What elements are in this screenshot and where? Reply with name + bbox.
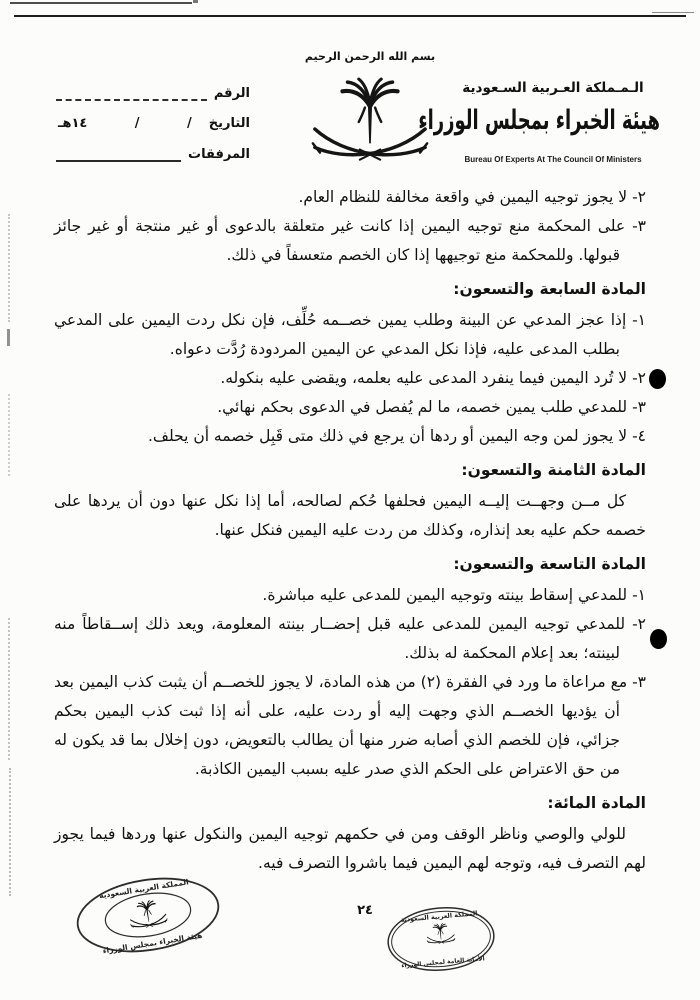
- list-item: [54, 183, 646, 212]
- bismillah-calligraphy: بسم الله الرحمن الرحيم: [304, 50, 436, 63]
- attachments-label: المرفقات: [188, 147, 250, 162]
- saudi-emblem-icon: [426, 923, 456, 945]
- date-value: [56, 116, 202, 131]
- margin-ink-dot: [649, 369, 666, 389]
- attachments-blank-line: [56, 146, 181, 162]
- item-text: لا يجوز لمن وجه اليمين أو ردها أن يرجع في ذلك متى قَبِل خصمه أن يحلف.: [147, 427, 628, 445]
- date-year: ١٤هـ: [58, 116, 88, 131]
- stamp-top-text: المملكة العربية السعودية: [400, 909, 478, 924]
- stamp-bottom-text: الأمانة العامة لمجلس الوزراء: [401, 955, 485, 970]
- date-slash: /: [186, 116, 192, 131]
- list-item: [54, 306, 646, 364]
- scan-artifact: [8, 618, 10, 760]
- item-number: ٤-: [632, 427, 646, 445]
- article-heading: المادة المائة:: [547, 794, 646, 812]
- item-text: للمدعي طلب يمين خصمه، ما لم يُفصل في الدعوى بحكم نهائي.: [217, 398, 628, 416]
- item-text: على المحكمة منع توجيه اليمين إذا كانت غير متعلقة بالدعوى أو غير منتجة أو غير جائز قبولها. وللمحكمة منع توجيهها إذا كان الخصم متعسفاً في ذلك.: [54, 217, 626, 264]
- article-heading: المادة السابعة والتسعون:: [453, 280, 646, 298]
- scan-artifact: [7, 329, 10, 346]
- item-text: لا تُرد اليمين فيما ينفرد المدعى عليه بعلمه، ويقضى عليه بنكوله.: [220, 369, 628, 387]
- agency-title-english: Bureau Of Experts At The Council Of Ministers: [464, 155, 642, 164]
- margin-ink-dot: [650, 629, 667, 649]
- number-blank-line: [56, 85, 207, 101]
- number-field-row: [56, 85, 250, 101]
- general-secretariat-stamp: [383, 901, 498, 976]
- article-heading: المادة التاسعة والتسعون:: [453, 555, 646, 573]
- item-text: مع مراعاة ما ورد في الفقرة (٢) من هذه المادة، لا يجوز للخصــم أن يثبت كذب اليمين بعد أن يؤديها الخصــم الذي وجهت إليه أو ردت عليه، على أنه إذا ثبت كذب اليمين بحكم جزائي، فإن للخصم الذي أصابه ضرر منها أن يطالب بالتعويض، دون إخلال بما قد يكون له من حق الاعتراض على الحكم الذي صدر عليه بسبب اليمين الكاذبة.: [54, 673, 628, 778]
- item-number: ٣-: [632, 673, 646, 691]
- date-field-row: [56, 116, 250, 131]
- saudi-emblem-icon: [306, 76, 434, 174]
- agency-calligraphy-wrap: [418, 105, 660, 149]
- item-number: ٣-: [632, 398, 646, 416]
- item-number: ١-: [632, 586, 646, 604]
- article-paragraph: للولي والوصي وناظر الوقف ومن في حكمهم توجيه اليمين والنكول عنها وردها فيما يجوز لهم التصرف فيه، وتوجه لهم اليمين فيما باشروا التصرف فيه.: [54, 825, 646, 872]
- date-slash: /: [134, 116, 140, 131]
- item-number: ٢-: [632, 188, 646, 206]
- list-item: [54, 422, 646, 451]
- list-item: [54, 212, 646, 270]
- top-partial-rule: [10, 2, 192, 4]
- letterhead-org-block: [418, 80, 660, 164]
- item-number: ٣-: [632, 217, 646, 235]
- date-label: التاريخ: [208, 116, 250, 131]
- list-item: [54, 393, 646, 422]
- item-number: ١-: [632, 311, 646, 329]
- attachments-field-row: [56, 146, 250, 162]
- header-horizontal-rule: [14, 15, 686, 17]
- scan-artifact: [8, 394, 10, 476]
- article-paragraph: كل مــن وجهــت إليــه اليمين فحلفها حُكم لصالحه، أما إذا نكل عنها دون أن يردها على خصمه حكم عليه بعد إنذاره، وكذلك من ردت عليه اليمين فنكل عنها.: [54, 492, 646, 539]
- stamp-bottom-text: هيئة الخبراء بمجلس الوزراء: [102, 930, 203, 956]
- bureau-of-experts-stamp: [69, 867, 227, 963]
- item-number: ٢-: [632, 369, 646, 387]
- document-body: [54, 183, 646, 878]
- page-number: ٢٤: [357, 903, 373, 918]
- item-text: لا يجوز توجيه اليمين في واقعة مخالفة للنظام العام.: [298, 188, 628, 206]
- agency-title-calligraphy: هيئة الخبراء بمجلس الوزراء: [418, 105, 660, 137]
- list-item: [54, 364, 646, 393]
- list-item: [54, 668, 646, 784]
- saudi-emblem-icon: [127, 898, 168, 930]
- header-rule-tail: [652, 12, 694, 13]
- item-text: إذا عجز المدعي عن البينة وطلب يمين خصــمه حُلِّف، فإن نكل ردت اليمين على المدعي بطلب المدعى عليه، فإذا نكل المدعي عن اليمين المردودة رُدَّت دعواه.: [54, 311, 627, 358]
- scan-artifact: [9, 768, 11, 896]
- stamp-top-text: المملكة العربية السعودية: [98, 877, 190, 901]
- article-heading: المادة الثامنة والتسعون:: [461, 461, 646, 479]
- scan-artifact: [8, 214, 10, 322]
- item-text: للمدعي توجيه اليمين للمدعى عليه قبل إحضــار بينته المعلومة، ويعد ذلك إســقاطاً منه لبينته؛ بعد إعلام المحكمة له بذلك.: [54, 615, 626, 662]
- item-text: للمدعي إسقاط بينته وتوجيه اليمين للمدعى عليه مباشرة.: [262, 586, 628, 604]
- list-item: [54, 581, 646, 610]
- item-number: ٢-: [632, 615, 646, 633]
- number-label: الرقم: [213, 86, 250, 101]
- list-item: [54, 610, 646, 668]
- kingdom-title: الـمـملكة العـربية السـعودية: [462, 80, 644, 96]
- top-rule-tick: [193, 0, 198, 3]
